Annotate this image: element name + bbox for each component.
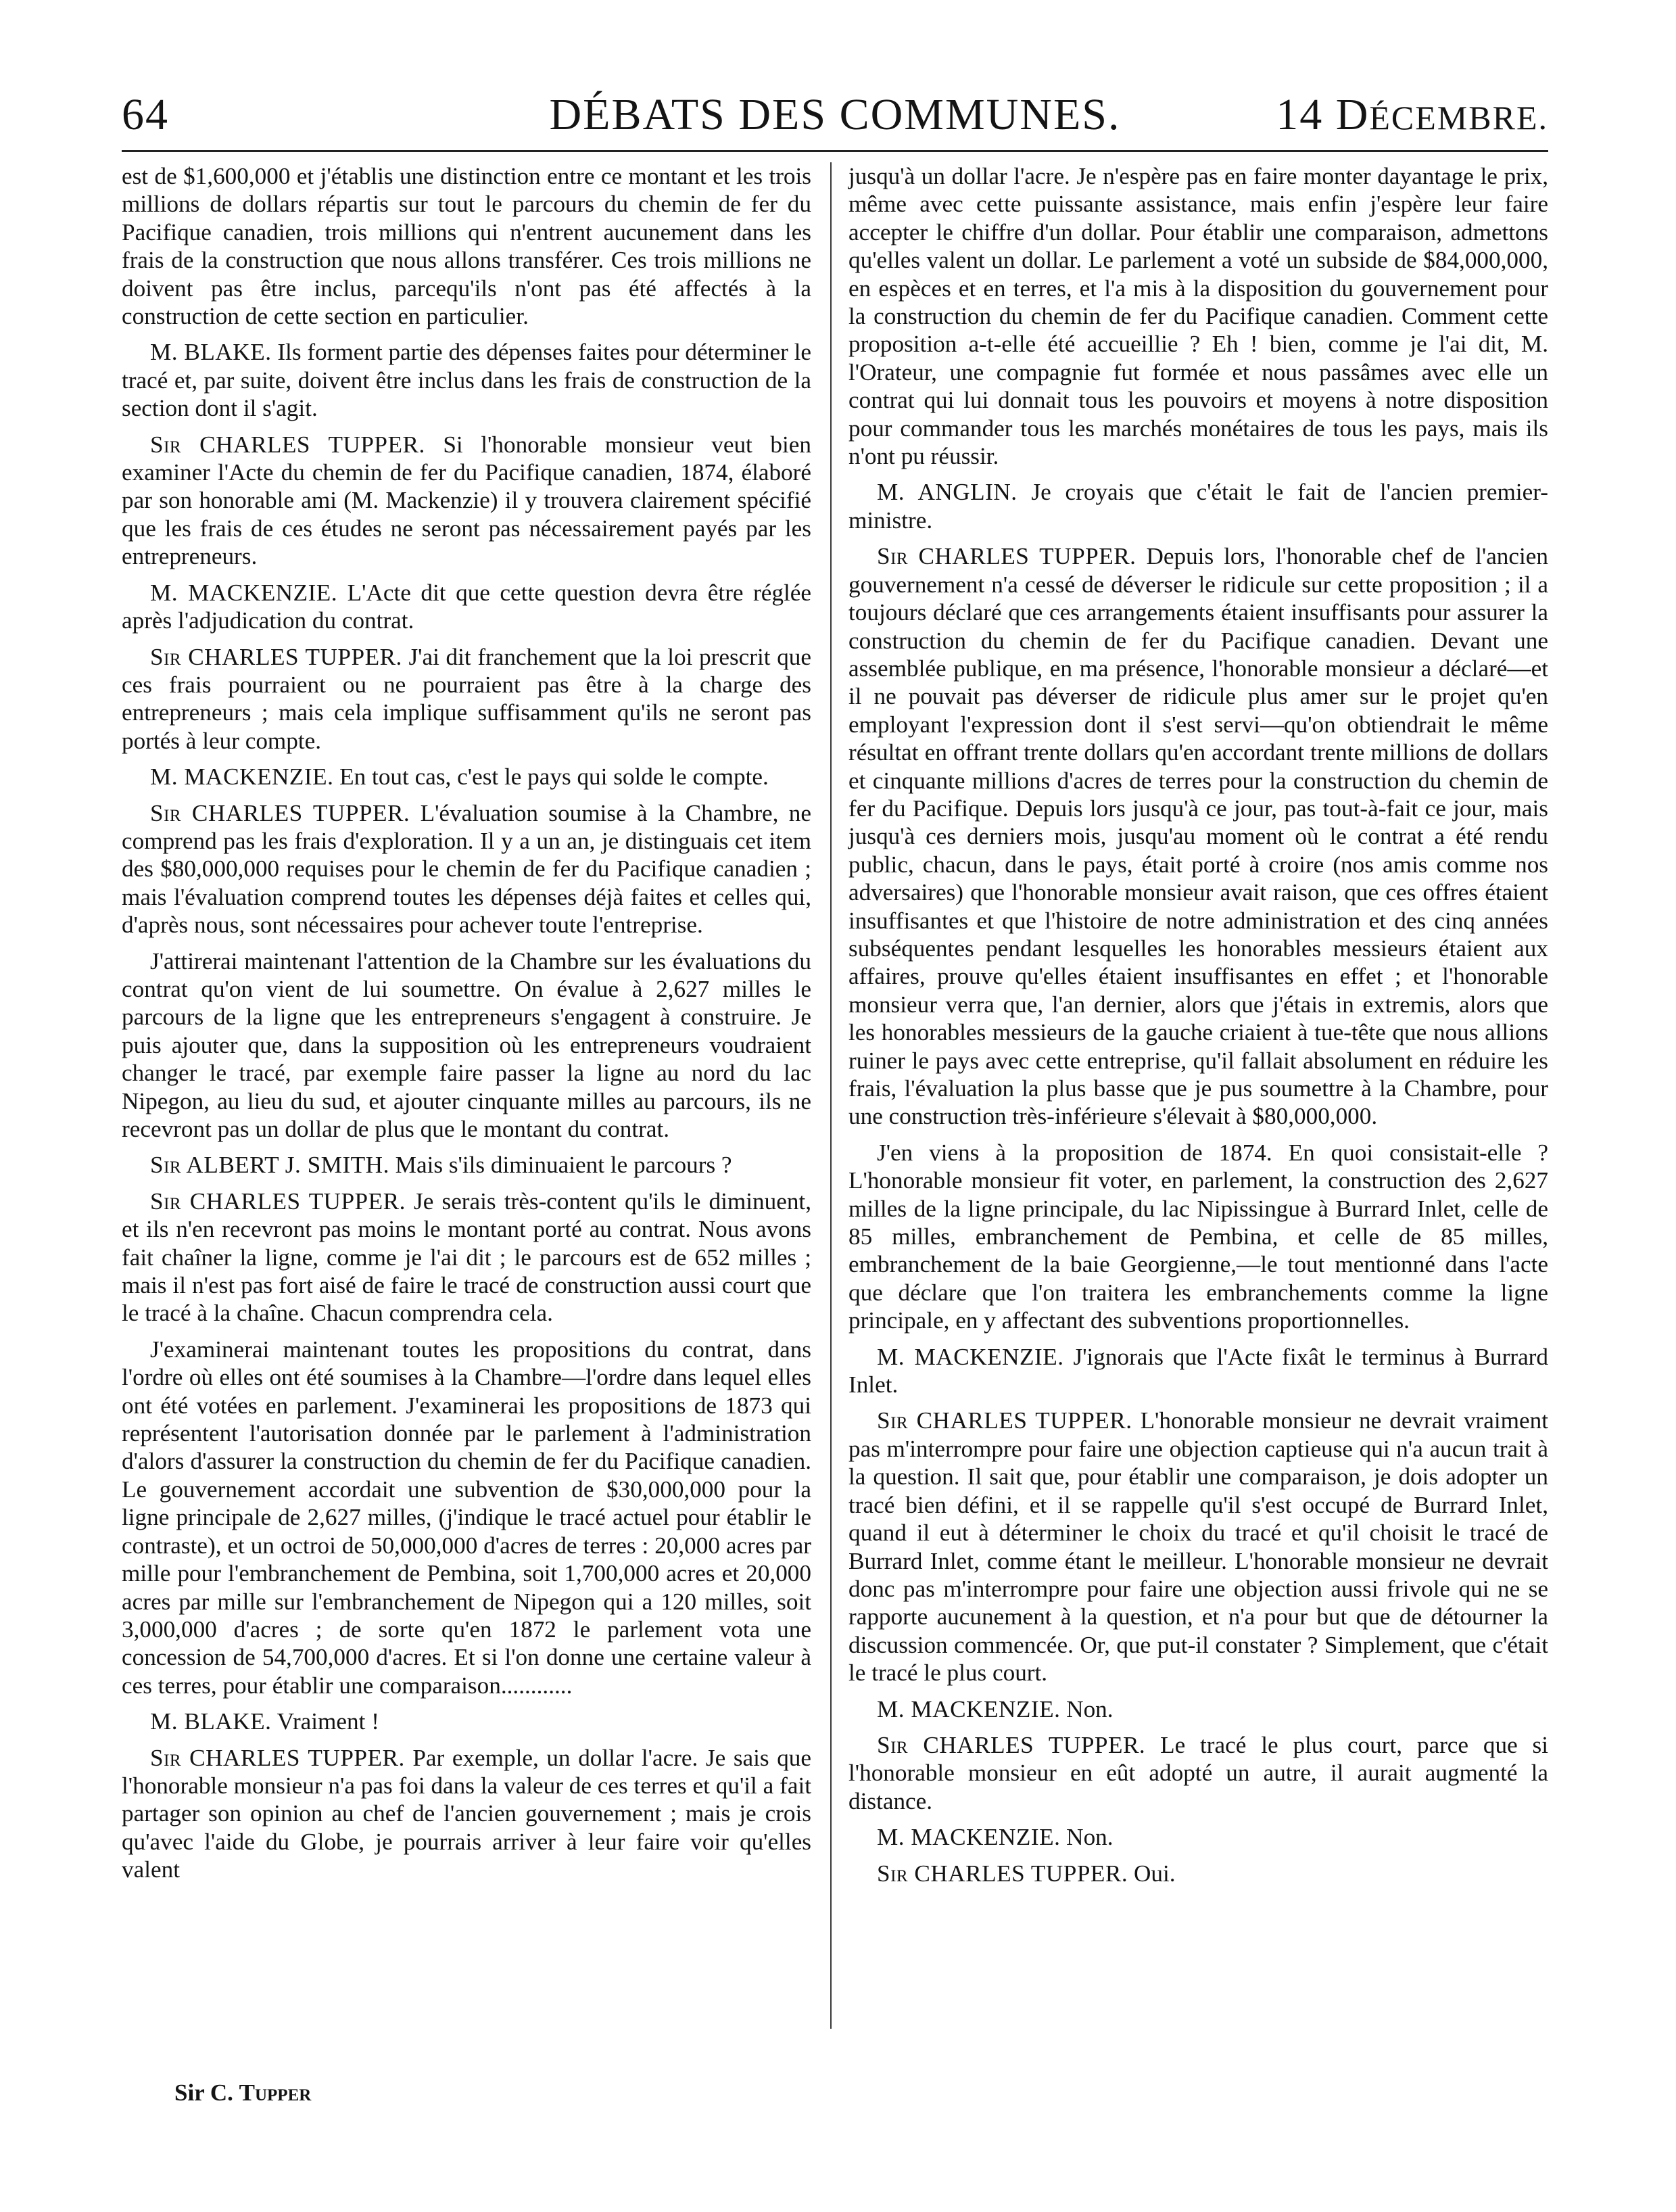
speaker-name: Sir CHARLES TUPPER. (150, 1744, 405, 1771)
catchword-prefix: Sir C. (174, 2079, 233, 2106)
speaker-name: M. MACKENZIE. (150, 763, 334, 791)
paragraph (848, 1343, 1548, 1399)
speaker-name: M. ANGLIN. (877, 479, 1017, 506)
speaker-name: Sir CHARLES TUPPER. (877, 543, 1136, 570)
speaker-name: M. MACKENZIE. (877, 1695, 1061, 1722)
paragraph-text: Vraiment ! (277, 1708, 379, 1735)
speaker-name: Sir CHARLES TUPPER. (150, 431, 425, 458)
paragraph (848, 1731, 1548, 1815)
paragraph (122, 1744, 811, 1884)
paragraph-text: J'attirerai maintenant l'attention de la Chambre sur les évaluations du contrat qu'on vient de lui soumettre. On évalue à 2,627 milles le parcours de la ligne que les entrepreneurs s'engagent à construire. Je puis ajouter que, dans la supposition où les entrepreneurs voudraient changer le tracé, par exemple faire passer la ligne au nord du lac Nipegon, au lieu du sud, et ajouter cinquante milles au parcours, ils ne recevront pas un dollar de plus que le montant du contrat. (122, 947, 811, 1142)
paragraph (122, 338, 811, 422)
column-divider (830, 162, 832, 2029)
paragraph-text: Depuis lors, l'honorable chef de l'ancien gouvernement n'a cessé de déverser le ridicule sur cette proposition ; il a toujours déclaré que ces arrangements étaient insuffisants pour assurer la construction du chemin de fer du Pacifique canadien. Devant une assemblée publique, en ma présence, l'honorable monsieur a déclaré—et il ne pouvait pas déverser de ridicule plus amer sur le projet qu'en employant l'expression dont il s'est servi—qu'on obtiendrait le même résultat en offrant trente dollars qu'en accordant trente millions de dollars et cinquante millions d'acres de terres pour la construction du chemin de fer du Pacifique. Depuis lors jusqu'à ce jour, pas tout-à-fait ce jour, mais jusqu'à ces derniers mois, jusqu'au moment où le contrat a été rendu public, chacun, dans le pays, était porté à croire (nos amis comme nos adversaires) que l'honorable monsieur avait raison, que ces offres étaient insuffisantes et que l'histoire de notre administration et des cinq années subséquentes pendant lesquelles les honorables messieurs étaient aux affaires, prouve qu'elles étaient insuffisantes en effet ; et l'honorable monsieur verra que, l'an dernier, alors que j'étais in extremis, alors que les honorables messieurs de la gauche criaient à tue-tête que nous allions ruiner le pays avec cette entreprise, qu'il fallait absolument en réduire les frais, l'évaluation la plus basse que je pus soumettre à la Chambre, pour une construction très-inférieure s'élevait à $80,000,000. (848, 543, 1549, 1130)
date-month-initial: D (1335, 90, 1370, 139)
paragraph (122, 643, 811, 755)
speaker-name: M. BLAKE. (150, 339, 272, 366)
paragraph-text: jusqu'à un dollar l'acre. Je n'espère pas en faire monter dayantage le prix, même avec cette puissante assistance, mais enfin j'espère leur faire accepter le chiffre d'un dollar. Pour établir une comparaison, admettons qu'elles valent un dollar. Le parlement a voté un subside de $84,000,000, en espèces et en terres, et l'a mis à la disposition du gouvernement pour la construction du chemin de fer du Pacifique canadien. Comment cette proposition a-t-elle été accueillie ? Eh ! bien, comme je l'ai dit, M. l'Orateur, une compagnie fut formée et nous passâmes avec elle un contrat qui lui donnait tous les pouvoirs et moyens à notre disposition pour commander tous les marchés monétaires de tous les pays, mais ils n'ont pu réussir. (848, 163, 1548, 470)
speaker-name: Sir CHARLES TUPPER. (877, 1407, 1132, 1434)
paragraph-text: Par exemple, un dollar l'acre. Je sais que l'honorable monsieur n'a pas foi dans la valeur de ces terres et qu'il a fait partager son opinion au chef de l'ancien gouvernement ; mais je crois qu'avec l'aide du Globe, je pourrais arriver à leur faire voir qu'elles valent (122, 1744, 812, 1883)
paragraph-text: Si l'honorable monsieur veut bien examiner l'Acte du chemin de fer du Pacifique canadien, 1874, élaboré par son honorable ami (M. Mackenzie) il y trouvera clairement spécifié que les frais de ces études ne seront pas nécessairement payés par les entrepreneurs. (122, 431, 811, 570)
catchword (174, 2079, 311, 2107)
paragraph (122, 162, 811, 330)
speaker-name: M. MACKENZIE. (877, 1824, 1061, 1851)
paragraph (122, 1187, 811, 1327)
paragraph-text: est de $1,600,000 et j'établis une distinction entre ce montant et les trois millions de dollars répartis sur tout le parcours du chemin de fer du Pacifique canadien, trois millions qui n'entrent aucunement dans les frais de la construction que nous allons transférer. Ces trois millions ne doivent pas être inclus, parcequ'ils n'ont pas été affectés à la construction de cette section en particulier. (122, 163, 811, 330)
paragraph (122, 1151, 811, 1179)
speaker-name: M. MACKENZIE. (150, 579, 338, 606)
paragraph-text: L'Acte dit que cette question devra être réglée après l'adjudication du contrat. (122, 579, 812, 634)
paragraph (122, 947, 811, 1144)
paragraph (848, 1407, 1548, 1687)
date-month-rest: ÉCEMBRE. (1369, 99, 1548, 137)
paragraph-text: J'en viens à la proposition de 1874. En quoi consistait-elle ? L'honorable monsieur fit voter, en parlement, la construction des 2,627 milles de la ligne principale, du lac Nipissingue à Burrard Inlet, celle de 85 milles, embranchement de Pembina, et celle de 85 milles, embranchement de la baie Georgienne,—le tout mentionné dans l'acte que déclare que l'on traitera les embranchements comme la ligne principale, en y affectant des subventions proportionnelles. (848, 1139, 1548, 1334)
paragraph-text: Je croyais que c'était le fait de l'ancien premier-ministre. (848, 479, 1548, 534)
paragraph (848, 1823, 1548, 1851)
catchword-name: Tupper (239, 2079, 312, 2106)
paragraph-text: Oui. (1133, 1860, 1176, 1887)
paragraph (122, 1708, 811, 1735)
paragraph-text: En tout cas, c'est le pays qui solde le compte. (339, 763, 769, 791)
page-date (1276, 81, 1548, 151)
paragraph-text: J'ai dit franchement que la loi prescrit que ces frais pourraient ou ne pourraient pas être à la charge des entrepreneurs ; mais cela implique suffisamment qu'ils ne seront pas portés à leur compte. (122, 643, 812, 754)
paragraph-text: Non. (1066, 1824, 1114, 1851)
paragraph-text: Ils forment partie des dépenses faites pour déterminer le tracé et, par suite, doivent être inclus dans les frais de construction de la section dont il s'agit. (122, 339, 812, 422)
paragraph (848, 1695, 1548, 1723)
paragraph-text: Je serais très-content qu'ils le diminuent, et ils n'en recevront pas moins le montant porté au contrat. Nous avons fait chaîner la ligne, comme je l'ai dit ; le parcours est de 652 milles ; mais il n'est pas fort aisé de faire le tracé de construction aussi court que le tracé à la chaîne. Chacun comprendra cela. (122, 1187, 811, 1327)
page-title: DÉBATS DES COMMUNES. (549, 90, 1121, 139)
paragraph (848, 478, 1548, 534)
speaker-name: Sir ALBERT J. SMITH. (150, 1152, 389, 1179)
paragraph (848, 1860, 1548, 1887)
speaker-name: M. MACKENZIE. (877, 1343, 1064, 1370)
speaker-name: Sir CHARLES TUPPER. (150, 799, 410, 826)
page-header (122, 81, 1548, 149)
page-number: 64 (122, 90, 169, 139)
left-column (122, 162, 811, 1884)
paragraph (122, 579, 811, 635)
paragraph (848, 1139, 1548, 1335)
speaker-name: Sir CHARLES TUPPER. (150, 1187, 406, 1215)
header-rule (122, 150, 1548, 152)
paragraph-text: Non. (1066, 1695, 1114, 1722)
paragraph (122, 1336, 811, 1699)
paragraph (122, 763, 811, 791)
paragraph (122, 431, 811, 571)
speaker-name: M. BLAKE. (150, 1708, 272, 1735)
paragraph (122, 799, 811, 939)
paragraph-text: Le tracé le plus court, parce que si l'honorable monsieur en eût adopté un autre, il aurait augmenté la distance. (848, 1731, 1548, 1814)
paragraph-text: L'évaluation soumise à la Chambre, ne comprend pas les frais d'exploration. Il y a un an, je distinguais cet item des $80,000,000 requises pour le chemin de fer du Pacifique canadien ; mais l'évaluation comprend toutes les dépenses déjà faites et celles qui, d'après nous, sont nécessaires pour achever toute l'entreprise. (122, 799, 811, 939)
date-day: 14 (1276, 90, 1324, 139)
speaker-name: Sir CHARLES TUPPER. (877, 1860, 1128, 1887)
right-column (848, 162, 1548, 1887)
paragraph-text: L'honorable monsieur ne devrait vraiment pas m'interrompre pour faire une objection captieuse qui n'a aucun trait à la question. Il sait que, pour établir une comparaison, je dois adopter un tracé bien défini, et il se rappelle qu'il s'est occupé de Burrard Inlet, quand il eut à déterminer le choix du tracé et qu'il choisit le tracé de Burrard Inlet, comme étant le meilleur. L'honorable monsieur ne devrait donc pas m'interrompre pour faire une objection aussi frivole qui ne se rapporte aucunement à la question, et n'a pour but que de détourner la discussion commencée. Or, que put-il constater ? Simplement, que c'était le tracé le plus court. (848, 1407, 1549, 1687)
paragraph (848, 162, 1548, 470)
speaker-name: Sir CHARLES TUPPER. (150, 643, 402, 670)
paragraph-text: J'ignorais que l'Acte fixât le terminus à Burrard Inlet. (848, 1343, 1548, 1398)
paragraph-text: Mais s'ils diminuaient le parcours ? (395, 1152, 732, 1179)
paragraph (848, 542, 1548, 1131)
speaker-name: Sir CHARLES TUPPER. (877, 1731, 1146, 1758)
paragraph-text: J'examinerai maintenant toutes les propositions du contrat, dans l'ordre où elles ont été soumises à la Chambre—l'ordre dans lequel elles ont été votées en parlement. J'examinerai les propositions de 1873 qui représentent l'autorisation donnée par le parlement à l'administration d'alors d'assurer la construction du chemin de fer du Pacifique canadien. Le gouvernement accordait une subvention de $30,000,000 pour la ligne principale de 2,627 milles, (j'indique le tracé actuel pour établir le contraste), et un octroi de 50,000,000 d'acres de terres : 20,000 acres par mille pour l'embranchement de Pembina, soit 1,700,000 acres et 20,000 acres par mille sur l'embranchement de Nipegon qui a 120 milles, soit 3,000,000 d'acres ; de sorte qu'en 1872 le parlement vota une concession de 54,700,000 d'acres. Et si l'on donne une certaine valeur à ces terres, pour établir une comparaison............ (122, 1336, 811, 1699)
